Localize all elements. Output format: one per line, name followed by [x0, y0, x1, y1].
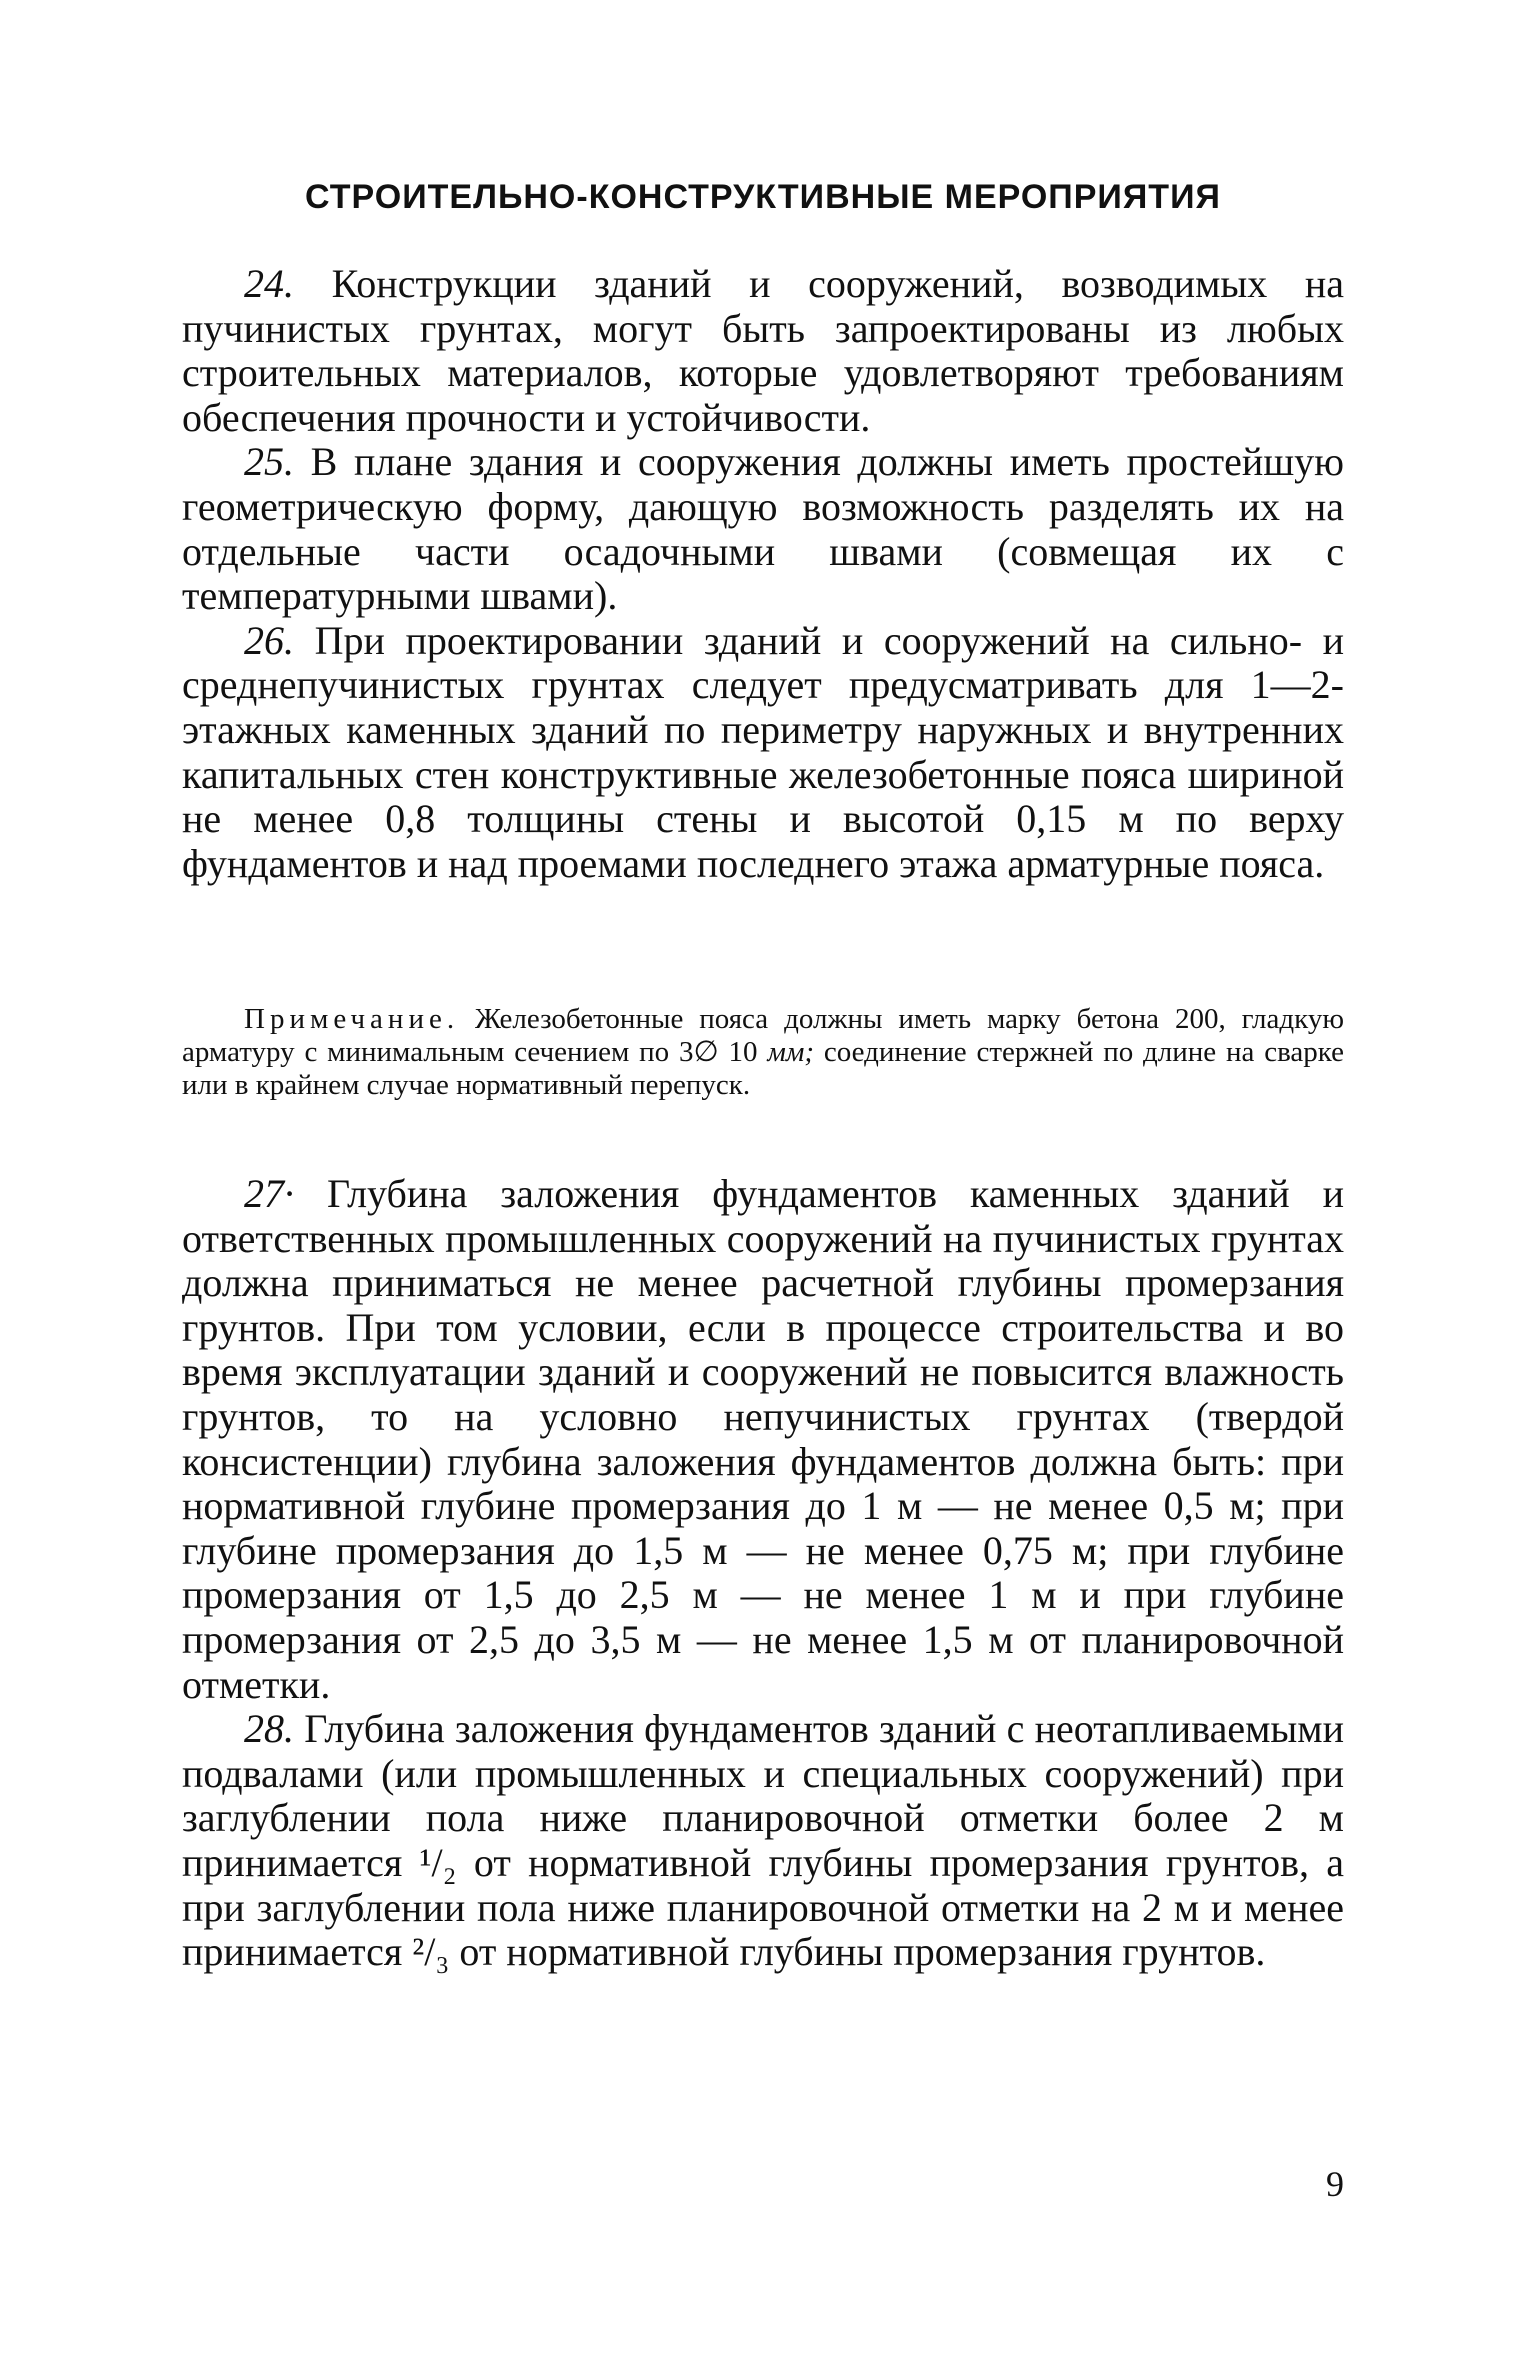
paragraph-24 — [182, 262, 1344, 440]
paragraph-number: 26. — [244, 617, 294, 663]
note-unit: мм; — [767, 1036, 815, 1068]
paragraph-text: Глубина заложения фундаментов каменных зданий и ответственных промышленных сооружений на пучинистых грунтах должна приниматься не менее расчетной глубины промерзания грунтов. При том условии, если в процессе строительства и во время эксплуатации зданий и сооружений не повысится влажность грунтов, то на условно непучинистых грунтах (твердой консистенции) глубина заложения фундаментов должна быть: при нормативной глубине промерзания до 1 м — не менее 0,5 м; при глубине промерзания до 1,5 м — не менее 0,75 м; при глубине промерзания от 1,5 до 2,5 м — не менее 1 м и при глубине промерзания от 2,5 до 3,5 м — не менее 1,5 м от планировочной отметки. — [182, 1171, 1344, 1707]
note-text: 10 — [718, 1036, 768, 1068]
paragraph-number: 28. — [244, 1706, 294, 1752]
page-number: 9 — [1326, 2164, 1344, 2204]
note — [182, 1003, 1344, 1102]
paragraphs-block-1 — [182, 262, 1344, 886]
paragraph-number: 25. — [244, 439, 294, 485]
paragraph-25 — [182, 440, 1344, 618]
diameter-symbol: ∅ — [693, 1036, 719, 1068]
paragraph-number: 24. — [244, 261, 294, 306]
section-heading: СТРОИТЕЛЬНО-КОНСТРУКТИВНЫЕ МЕРОПРИЯТИЯ — [305, 178, 1221, 216]
paragraph-text: Конструкции зданий и сооружений, возводимых на пучинистых грунтах, могут быть запроектированы из любых строительных материалов, которые удовлетворяют требованиям обеспечения прочности и устойчивости. — [182, 261, 1345, 440]
paragraph-27 — [182, 1172, 1344, 1707]
paragraph-text: В плане здания и сооружения должны иметь простейшую геометрическую форму, дающую возможность разделять их на отдельные части осадочными швами (совмещая их с температурными швами). — [182, 439, 1344, 619]
note-text: Железобетонные пояса должны иметь марку бетона 200, гладкую арматуру с минимальным сечением по 3 — [182, 1003, 1344, 1068]
document-page — [182, 0, 1344, 2362]
paragraph-number: 27· — [244, 1171, 294, 1216]
paragraph-28 — [182, 1707, 1344, 1975]
note-text: соединение стержней по длине на сварке или в крайнем случае нормативный перепуск. — [182, 1036, 1345, 1101]
paragraph-text: Глубина заложения фундаментов зданий с неотапливаемыми подвалами (или промышленных и специальных сооружений) при заглублении пола ниже планировочной отметки более 2 м принимается ¹/₂ от нормативной глубины промерзания грунтов, а при заглублении пола ниже планировочной отметки на 2 м и менее принимается ²/₃ от нормативной глубины промерзания грунтов. — [182, 1706, 1344, 1975]
paragraph-26 — [182, 619, 1344, 887]
note-label: Примечание. — [244, 1003, 460, 1035]
paragraphs-block-2 — [182, 1172, 1344, 1975]
paragraph-text: При проектировании зданий и сооружений на сильно- и среднепучинистых грунтах следует предусматривать для 1—2-этажных каменных зданий по периметру наружных и внутренних капитальных стен конструктивные железобетонные пояса шириной не менее 0,8 толщины стены и высотой 0,15 м по верху фундаментов и над проемами последнего этажа арматурные пояса. — [182, 617, 1345, 886]
